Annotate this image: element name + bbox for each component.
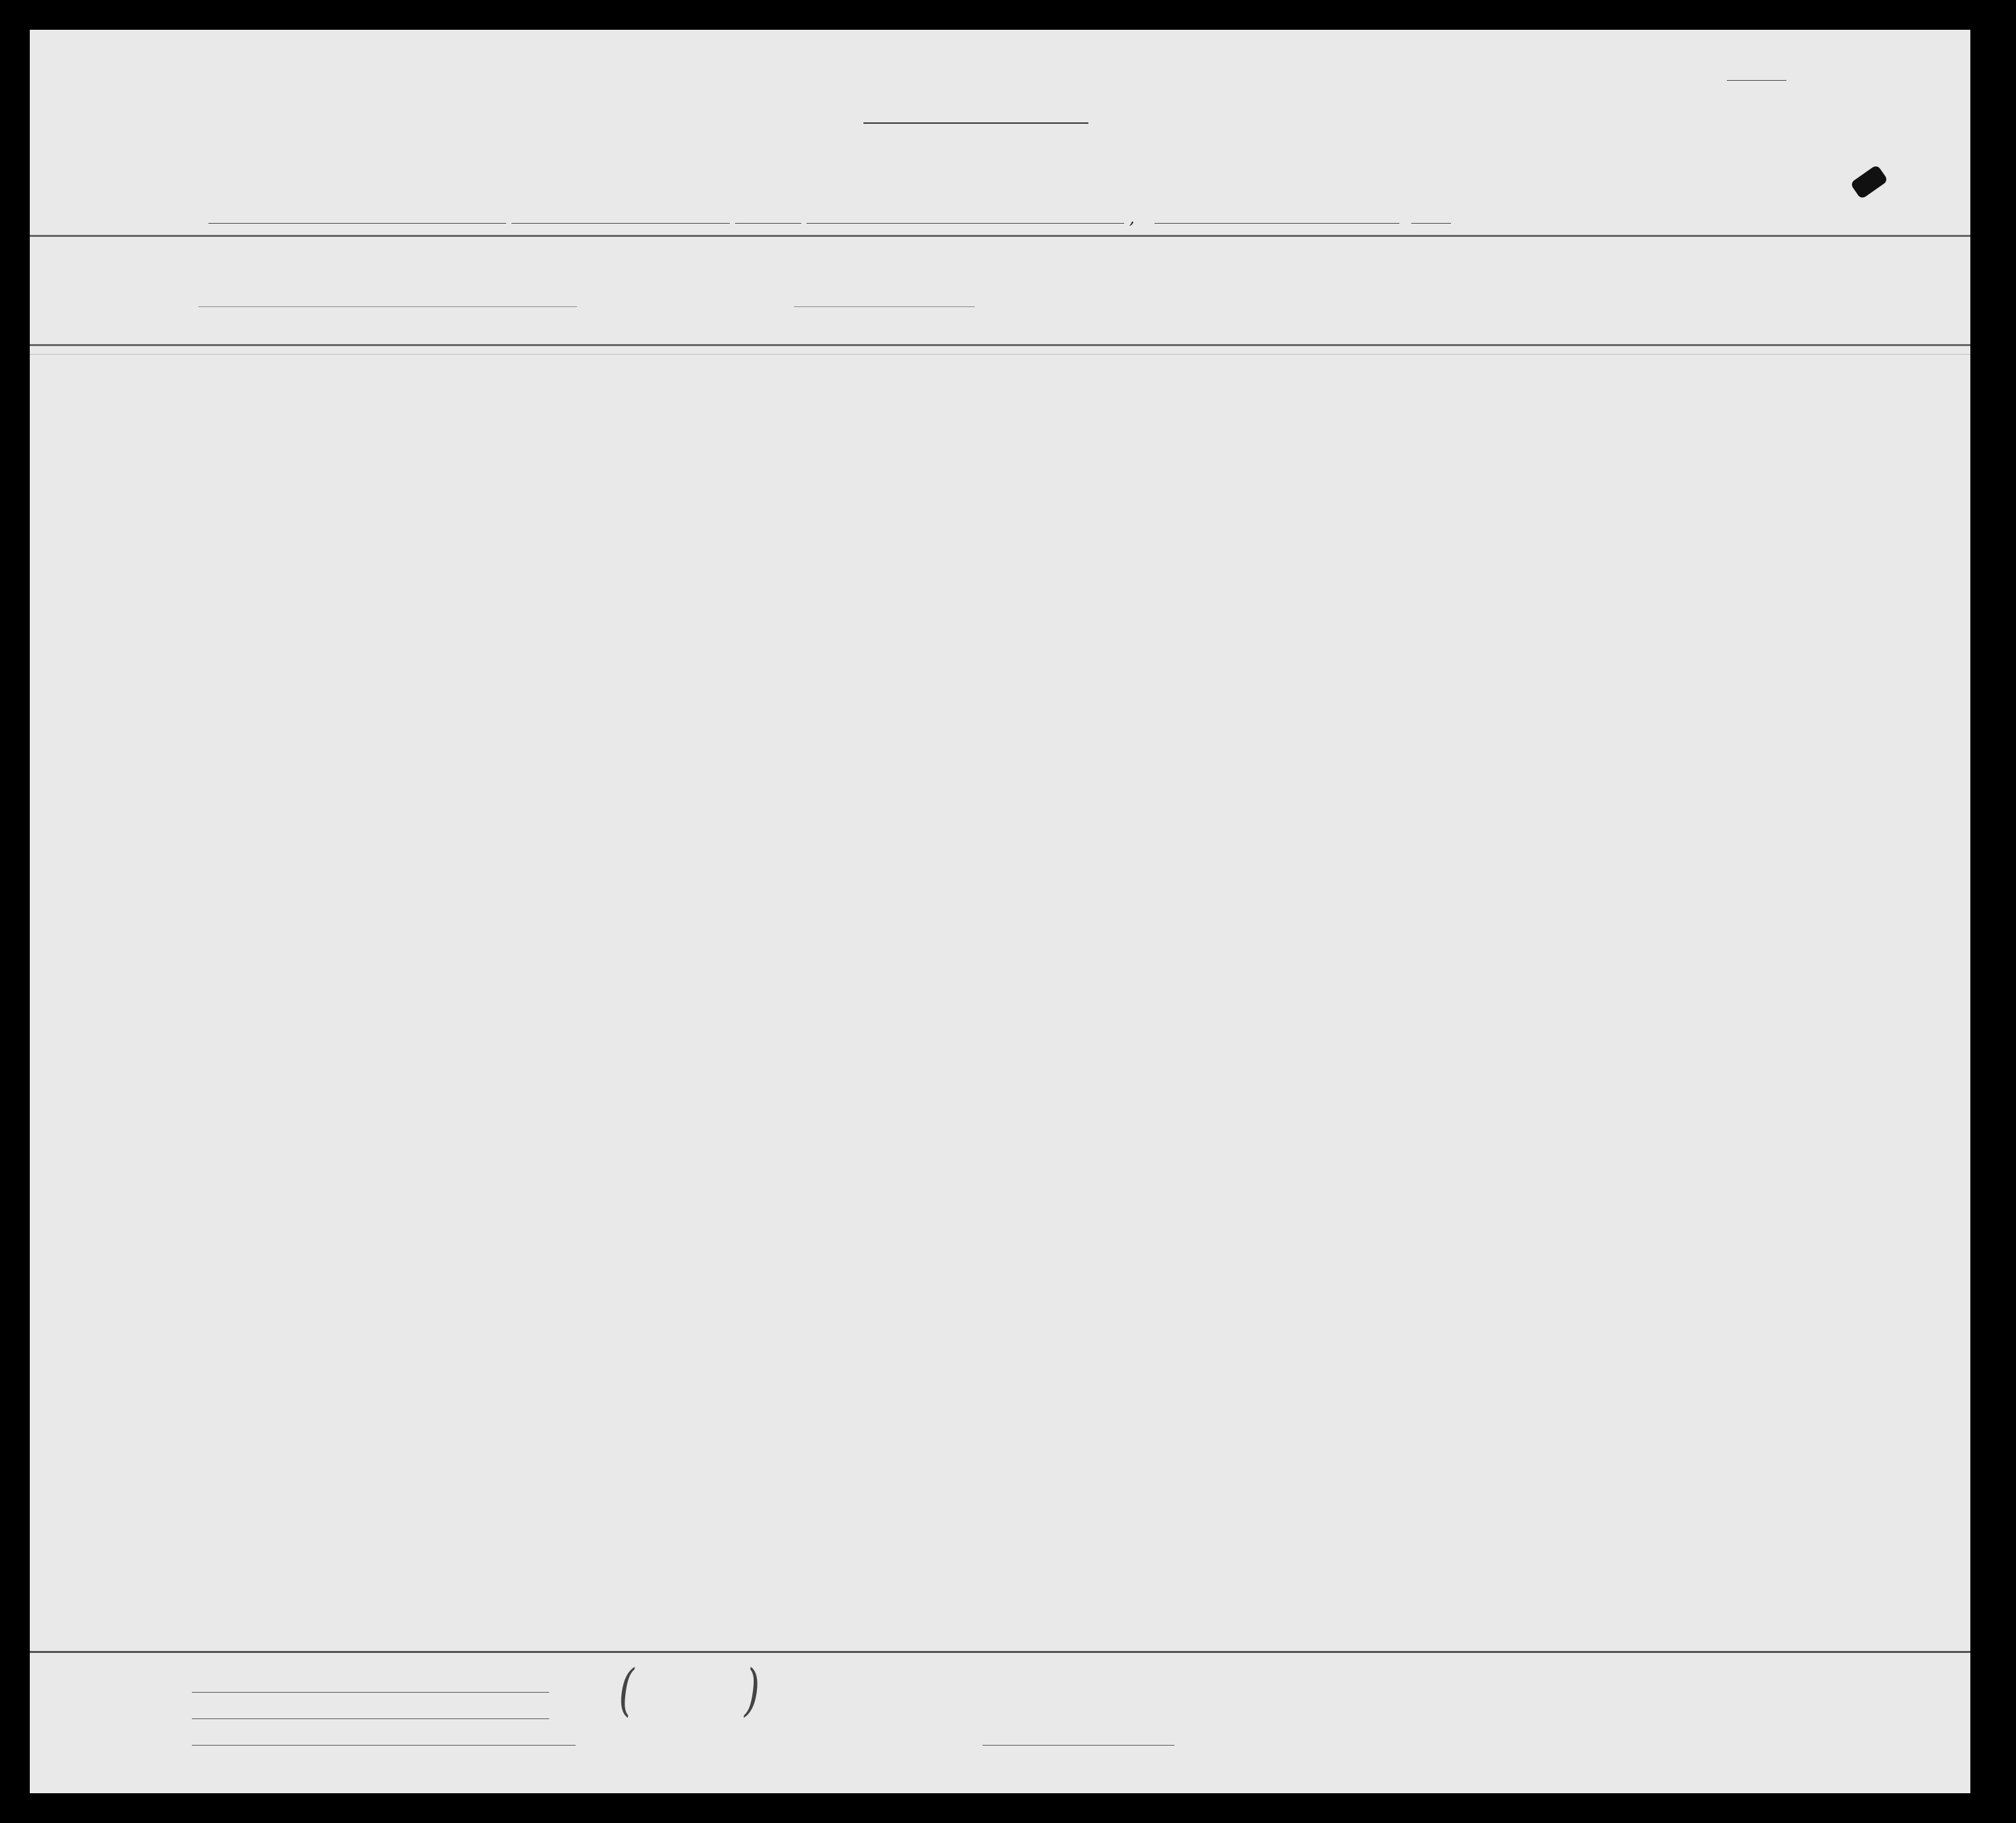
table-bottom-rule	[30, 1651, 1970, 1653]
agents-value	[192, 1745, 576, 1746]
col-nationality-header	[1256, 268, 1362, 341]
line-value	[192, 1692, 549, 1693]
handwritten-count-note: ( )	[619, 1658, 760, 1723]
col-sex-header	[1116, 268, 1157, 341]
vessel-name	[208, 223, 506, 224]
footer-block	[116, 1676, 576, 1756]
col-age-header	[1075, 268, 1116, 341]
inspector-rule	[983, 1745, 1174, 1746]
col-no-header	[50, 278, 79, 344]
arrival-year	[1411, 223, 1451, 224]
sailing-date	[735, 223, 801, 224]
owners-value	[192, 1718, 549, 1719]
col-remarks-header	[1578, 268, 1778, 341]
col-family-header	[198, 308, 390, 341]
col-where-header	[887, 308, 975, 341]
shipped-subrule	[794, 306, 975, 307]
line-row	[116, 1676, 576, 1703]
arrival-port	[807, 223, 1124, 224]
col-given-header	[390, 308, 577, 341]
col-position-header	[666, 268, 794, 341]
col-service-header	[577, 268, 666, 341]
fold-mark	[1850, 164, 1888, 199]
header-top-rule	[30, 235, 1970, 237]
owners-row	[116, 1703, 576, 1729]
sheet-number	[1727, 68, 1786, 84]
vessel-line: ,	[208, 208, 1451, 228]
col-action-header	[1778, 268, 1911, 341]
header-gap-rule	[30, 354, 1970, 355]
sheet-value	[1727, 80, 1786, 81]
arrival-date	[1155, 223, 1399, 224]
col-physical-header	[1460, 268, 1578, 341]
col-race-header	[1157, 268, 1256, 341]
agents-row	[116, 1729, 576, 1756]
col-weight-header	[1414, 268, 1460, 341]
col-shipped-header	[794, 268, 975, 304]
title-rule	[863, 122, 1088, 124]
col-name-header	[198, 268, 577, 304]
col-height-header	[1362, 268, 1414, 341]
col-last-voyage-header	[81, 255, 134, 344]
col-when-header	[794, 308, 887, 341]
sailing-port	[511, 223, 730, 224]
year-prefix	[1405, 208, 1411, 228]
col-read-header	[1028, 278, 1075, 341]
col-discharged-header	[975, 255, 1028, 341]
manifest-sheet	[30, 30, 1970, 1793]
name-subrule	[198, 306, 577, 307]
header-bottom-rule	[30, 344, 1970, 346]
